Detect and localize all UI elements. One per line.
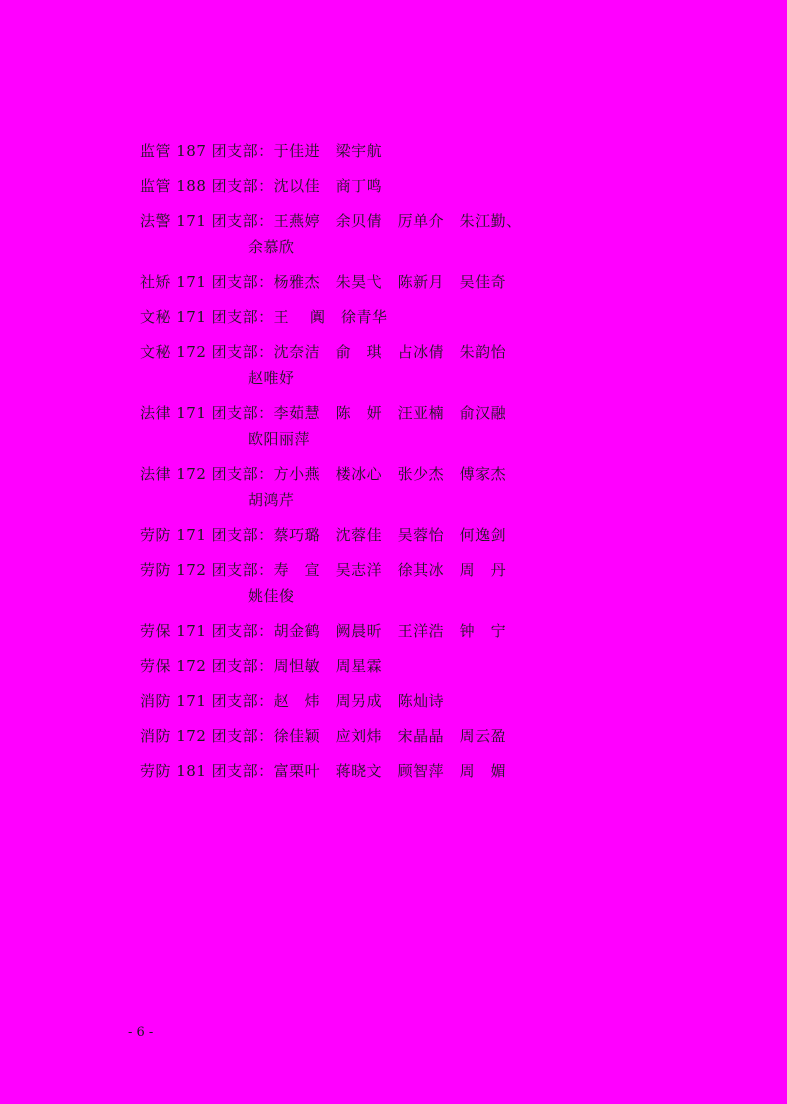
entry-label: 法律 171 团支部： — [140, 404, 274, 422]
entry-label: 劳保 171 团支部： — [140, 622, 274, 640]
entry-line-primary — [140, 758, 660, 784]
entry-line-primary — [140, 173, 660, 199]
entry-names: 姚佳俊 — [248, 587, 295, 605]
entry-names: 沈奈洁 俞 琪 占冰倩 朱韵怡 — [273, 343, 507, 361]
entry-label: 劳防 171 团支部： — [140, 526, 274, 544]
entry-names: 蔡巧璐 沈蓉佳 吴蓉怡 何逸剑 — [273, 526, 507, 544]
entry-line-primary — [140, 723, 660, 749]
page-number: - 6 - — [128, 1025, 154, 1040]
entry-names: 胡金鹤 阙晨昕 王洋浩 钟 宁 — [273, 622, 507, 640]
entry-names: 沈以佳 商丁鸣 — [273, 177, 383, 195]
entry-row — [140, 557, 660, 609]
entry-names: 方小燕 楼冰心 张少杰 傅家杰 — [273, 465, 507, 483]
entry-names: 徐佳颖 应刘炜 宋晶晶 周云盈 — [273, 727, 507, 745]
entry-row — [140, 653, 660, 679]
entry-label: 监管 187 团支部： — [140, 142, 274, 160]
entry-row — [140, 304, 660, 330]
entry-label: 法律 172 团支部： — [140, 465, 274, 483]
entry-line-primary — [140, 522, 660, 548]
entry-names: 寿 宣 吴志洋 徐其冰 周 丹 — [273, 561, 507, 579]
entry-label: 消防 171 团支部： — [140, 692, 274, 710]
entry-label: 文秘 172 团支部： — [140, 343, 274, 361]
entry-names: 李茹慧 陈 妍 汪亚楠 俞汉融 — [273, 404, 507, 422]
entry-line-primary — [140, 618, 660, 644]
entry-row — [140, 522, 660, 548]
entry-names: 胡鸿芹 — [248, 491, 295, 509]
entry-label: 社矫 171 团支部： — [140, 273, 274, 291]
entry-row — [140, 758, 660, 784]
entry-row — [140, 339, 660, 391]
entry-names: 王燕婷 余贝倩 厉单介 朱江勤、 — [273, 212, 522, 230]
entry-line-primary — [140, 339, 660, 365]
entry-label: 监管 188 团支部： — [140, 177, 274, 195]
entry-row — [140, 138, 660, 164]
entry-line-primary — [140, 461, 660, 487]
entry-names: 富栗叶 蒋晓文 顾智萍 周 媚 — [273, 762, 507, 780]
entry-label: 劳防 181 团支部： — [140, 762, 274, 780]
entry-line-primary — [140, 653, 660, 679]
entry-list — [140, 138, 660, 793]
entry-line-continued — [140, 583, 660, 609]
entry-row — [140, 461, 660, 513]
entry-row — [140, 208, 660, 260]
entry-line-continued — [140, 426, 660, 452]
entry-label: 劳保 172 团支部： — [140, 657, 274, 675]
entry-names: 于佳进 梁宇航 — [273, 142, 383, 160]
entry-line-primary — [140, 400, 660, 426]
entry-names: 周怛敏 周星霖 — [273, 657, 383, 675]
entry-label: 消防 172 团支部： — [140, 727, 274, 745]
entry-line-continued — [140, 234, 660, 260]
entry-names: 赵唯妤 — [248, 369, 295, 387]
entry-line-continued — [140, 365, 660, 391]
entry-row — [140, 688, 660, 714]
entry-row — [140, 400, 660, 452]
entry-names: 杨雅杰 朱昊弋 陈新月 吴佳奇 — [273, 273, 507, 291]
entry-label: 文秘 171 团支部： — [140, 308, 274, 326]
entry-names: 余慕欣 — [248, 238, 295, 256]
entry-row — [140, 269, 660, 295]
entry-row — [140, 173, 660, 199]
entry-names: 欧阳丽萍 — [248, 430, 311, 448]
entry-line-primary — [140, 138, 660, 164]
entry-row — [140, 723, 660, 749]
entry-label: 法警 171 团支部： — [140, 212, 274, 230]
entry-names: 赵 炜 周另成 陈灿诗 — [273, 692, 445, 710]
entry-label: 劳防 172 团支部： — [140, 561, 274, 579]
entry-line-primary — [140, 269, 660, 295]
entry-line-primary — [140, 304, 660, 330]
entry-line-primary — [140, 557, 660, 583]
entry-line-continued — [140, 487, 660, 513]
entry-names: 王 阗 徐青华 — [273, 308, 388, 326]
entry-line-primary — [140, 208, 660, 234]
entry-line-primary — [140, 688, 660, 714]
entry-row — [140, 618, 660, 644]
